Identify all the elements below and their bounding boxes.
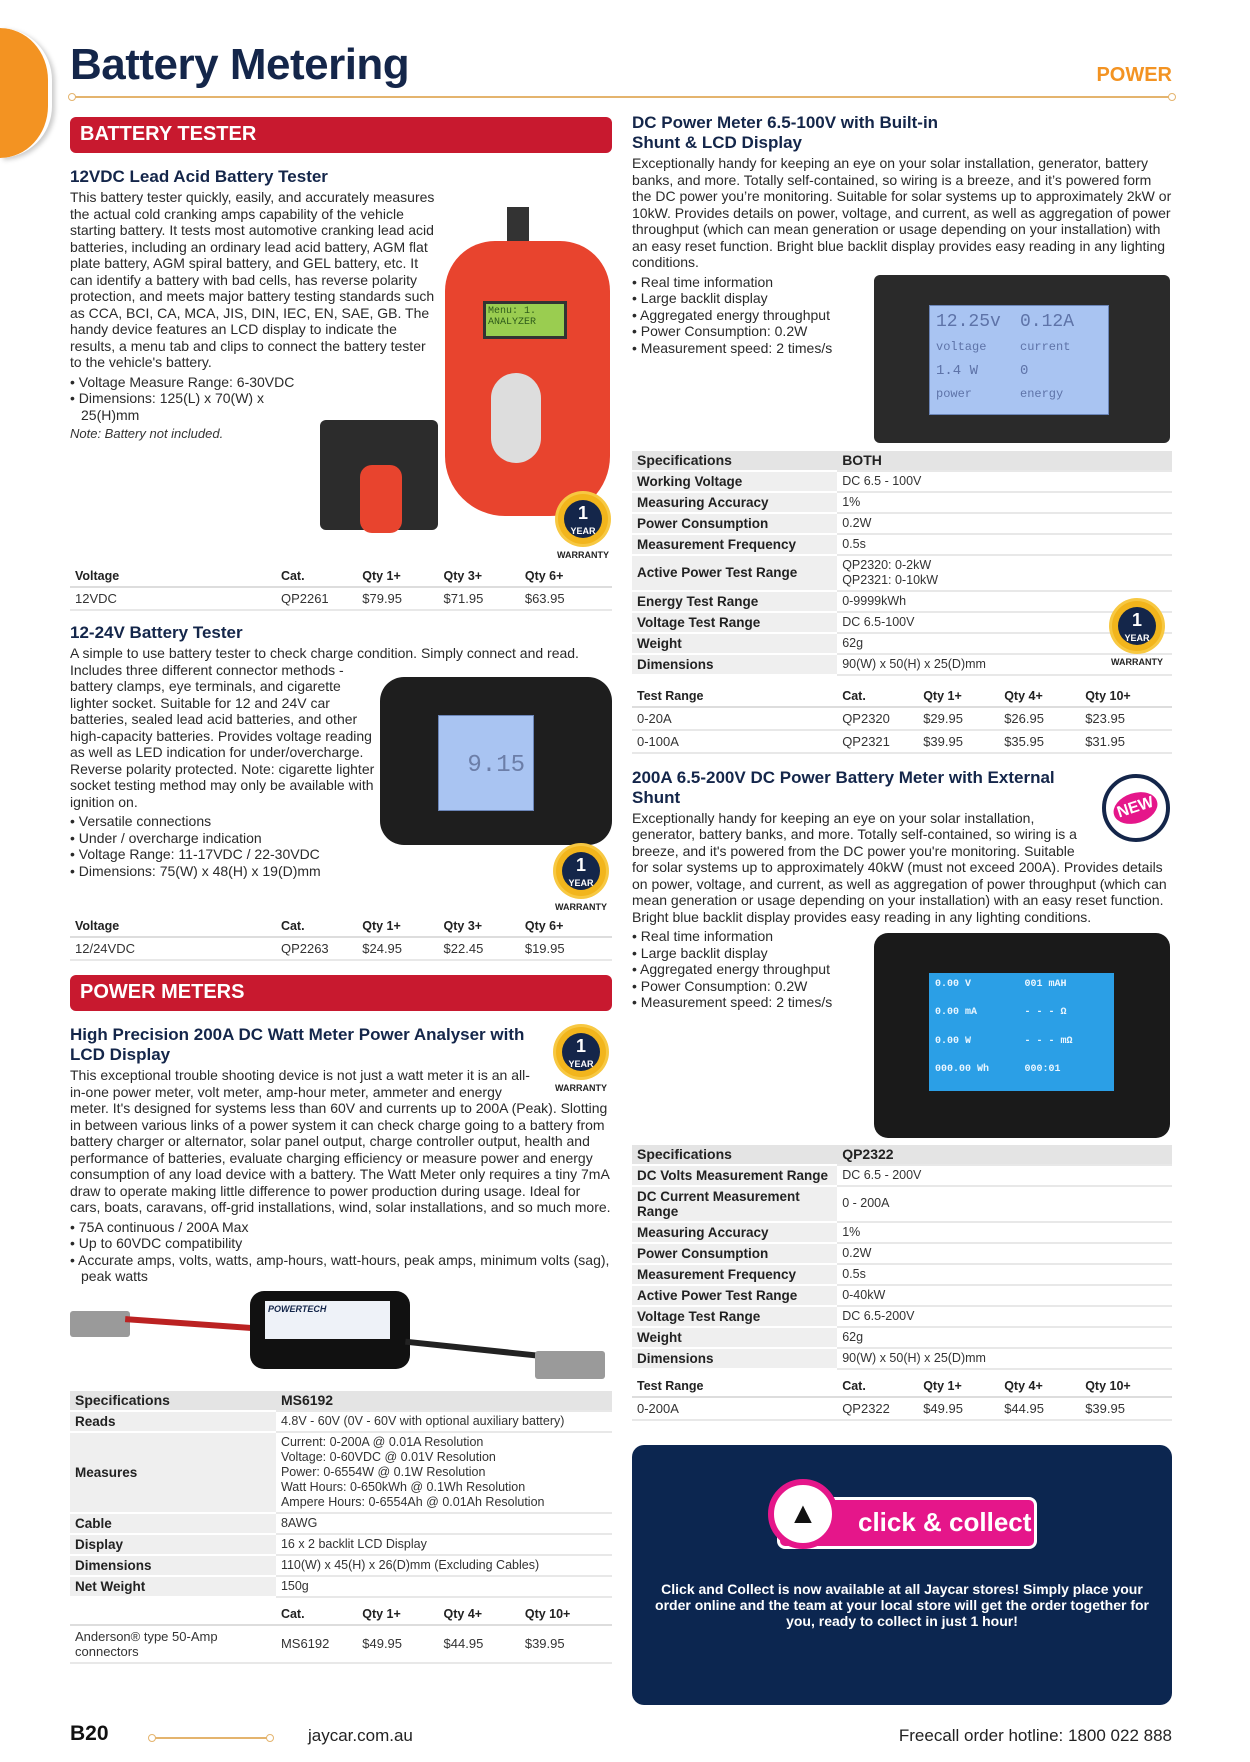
spec-value: 110(W) x 45(H) x 26(D)mm (Excluding Cables) <box>276 1555 612 1576</box>
price-cell: Qty 1+ <box>918 1376 999 1397</box>
feature-bullet: • Versatile connections <box>70 813 612 830</box>
spec-row <box>632 612 1172 633</box>
right-column <box>632 113 1172 1421</box>
small-tester-icon <box>360 465 402 533</box>
price-cell: 0-100A <box>632 730 837 753</box>
price-table-ms6192 <box>70 1604 612 1664</box>
spec-row <box>632 654 1172 675</box>
price-header-row <box>632 1376 1172 1397</box>
lcd-running-time: 000:01 <box>1024 1064 1061 1075</box>
spec-table <box>632 1145 1172 1370</box>
feature-bullet: • Accurate amps, volts, watts, amp-hours, watt-hours, peak amps, minimum volts (sag), peak watts <box>70 1252 612 1285</box>
battery-image <box>312 375 612 560</box>
category-label: POWER METERS <box>80 981 245 1003</box>
lcd-label: energy <box>1020 387 1064 401</box>
spec-value: 0.5s <box>837 534 1172 555</box>
warranty-label: WARRANTY <box>1108 657 1166 667</box>
price-table-qp2320 <box>632 686 1172 754</box>
spec-label: Measurement Frequency <box>632 534 837 555</box>
price-cell: Qty 3+ <box>439 566 520 587</box>
spec-label: Net Weight <box>70 1576 276 1597</box>
spec-label: Measuring Accuracy <box>632 492 837 513</box>
price-cell: Qty 1+ <box>357 916 438 937</box>
product-description: A simple to use battery tester to check charge condition. Simply connect and read. Includes three different connector methods - battery clamps, eye terminals, and cigarette lighter socket. Suitable for 12 and 24V car batteries, sealed lead acid batteries, and other high-capacity batteries. Provides voltage reading as well as LED indication for under/overcharge. Reverse polarity protected. Note: cigarette lighter socket testing method may only be available with ignition on. <box>70 645 579 810</box>
spec-row <box>632 471 1172 492</box>
tester-12-24v-image <box>376 677 612 912</box>
category-bar-battery-tester <box>70 117 612 153</box>
spec-value: 62g <box>837 1327 1172 1348</box>
spec-value: 0.5s <box>837 1264 1172 1285</box>
price-cell: Qty 6+ <box>520 916 612 937</box>
spec-value: Current: 0-200A @ 0.01A Resolution Voltage: 0-60VDC @ 0.01V Resolution Power: 0-6554W @ 0.1W Resolution Watt Hours: 0-650kWh @ 0.1Wh Resolution Ampere Hours: 0-6554Ah @ 0.01Ah Resolution <box>276 1432 612 1513</box>
feature-bullet: • Real time information <box>632 928 1172 945</box>
product-200a-battery-meter <box>632 768 1172 1143</box>
spec-value: 4.8V - 60V (0V - 60V with optional auxiliary battery) <box>276 1411 612 1432</box>
spec-value: 0 - 200A <box>837 1186 1172 1222</box>
spec-table-both <box>632 451 1172 676</box>
product-12-24v-tester <box>70 623 612 912</box>
price-cell: Cat. <box>837 686 918 707</box>
price-cell: $44.95 <box>439 1625 520 1663</box>
product-title: High Precision 200A DC Watt Meter Power Analyser with LCD Display <box>70 1025 525 1064</box>
price-cell: Qty 4+ <box>999 686 1080 707</box>
price-cell: $49.95 <box>357 1625 438 1663</box>
price-cell: $19.95 <box>520 937 612 960</box>
price-cell: $39.95 <box>520 1625 612 1663</box>
warranty-label: WARRANTY <box>554 550 612 560</box>
warranty-label: WARRANTY <box>552 902 610 912</box>
warranty-label: WARRANTY <box>552 1083 610 1093</box>
lcd-int-resistance: - - - mΩ <box>1024 1035 1073 1047</box>
lcd-voltage: 0.00 V <box>935 978 972 990</box>
feature-bullet: • Aggregated energy throughput <box>632 961 1172 978</box>
spec-label: DC Current Measurement Range <box>632 1186 837 1222</box>
warranty-year: YEAR <box>570 526 596 536</box>
spec-row <box>632 633 1172 654</box>
cable-icon <box>405 1338 545 1359</box>
tester-lcd <box>483 301 567 339</box>
spec-label: Weight <box>632 1327 837 1348</box>
price-header-row <box>70 916 612 937</box>
click-collect-text: Click and Collect is now available at all Jaycar stores! Simply place your order online and the team at your local store will get the order together for you, ready to collect in just 1 hour! <box>655 1581 1149 1629</box>
feature-bullet: • Measurement speed: 2 times/s <box>632 994 1172 1011</box>
spec-row <box>70 1411 612 1432</box>
spec-table <box>632 451 1172 676</box>
price-header-row <box>70 566 612 587</box>
click-and-collect-panel <box>632 1445 1172 1705</box>
feature-bullet: • Up to 60VDC compatibility <box>70 1235 612 1252</box>
spec-table <box>70 1391 612 1598</box>
lcd-line: Menu: 1. <box>488 306 537 317</box>
spec-value: 0.2W <box>837 1243 1172 1264</box>
product-description: Exceptionally handy for keeping an eye on your solar installation, generator, battery banks, and more. Totally self-contained, so wiring is a breeze, and it’s powered form the DC power you’re monitoring. Suitable for solar systems up to approximately 2kW or 10kW. Provides details on power, voltage, and current, as well as aggregation of power throughput (which can mean generation or usage depending on your installation) with an easy reset function. Bright blue backlit display provides easy reading in any lighting conditions. <box>632 155 1172 270</box>
spec-row <box>70 1555 612 1576</box>
spec-row <box>632 1165 1172 1186</box>
spec-value: 16 x 2 backlit LCD Display <box>276 1534 612 1555</box>
price-row <box>70 1625 612 1663</box>
spec-value: QP2320: 0-2kW QP2321: 0-10kW <box>837 555 1172 591</box>
spec-row <box>632 513 1172 534</box>
price-cell: Qty 10+ <box>1080 686 1172 707</box>
shopping-bag-cursor-icon: ▲ <box>768 1479 838 1549</box>
price-cell: QP2320 <box>837 707 918 730</box>
price-row <box>70 587 612 610</box>
price-cell: 0-20A <box>632 707 837 730</box>
meter-body <box>874 933 1170 1138</box>
spec-label: Measures <box>70 1432 276 1513</box>
spec-value: 90(W) x 50(H) x 25(D)mm <box>837 1348 1172 1369</box>
price-cell: $24.95 <box>357 937 438 960</box>
price-cell: 12/24VDC <box>70 937 276 960</box>
spec-value: 0-9999kWh <box>837 591 1172 612</box>
header-divider <box>72 96 1172 98</box>
section-label: POWER <box>1096 64 1172 86</box>
warranty-year: YEAR <box>568 878 594 888</box>
price-cell: Qty 1+ <box>357 566 438 587</box>
lcd-label: voltage <box>936 340 987 354</box>
spec-row <box>632 492 1172 513</box>
spec-label: Reads <box>70 1411 276 1432</box>
tester-12-24v-body <box>380 677 612 845</box>
price-cell <box>70 1604 276 1625</box>
price-row <box>632 707 1172 730</box>
website-link[interactable]: jaycar.com.au <box>308 1726 413 1745</box>
lcd-current: 0.00 mA <box>935 1007 978 1018</box>
price-cell: $39.95 <box>918 730 999 753</box>
product-watt-meter <box>70 1025 612 1285</box>
warranty-badge <box>552 1027 610 1093</box>
product-title: DC Power Meter 6.5-100V with Built-in Shunt & LCD Display <box>632 113 939 152</box>
price-cell: Qty 1+ <box>918 686 999 707</box>
spec-value: BOTH <box>837 451 1172 471</box>
price-cell: Qty 6+ <box>520 566 612 587</box>
price-cell: Cat. <box>276 1604 357 1625</box>
meter-lcd <box>929 973 1114 1091</box>
spec-label: Specifications <box>70 1391 276 1411</box>
warranty-badge <box>554 494 612 560</box>
spec-row <box>632 1348 1172 1369</box>
spec-value: DC 6.5 - 200V <box>837 1165 1172 1186</box>
note: Note: Battery not included. <box>70 426 224 441</box>
spec-value: 90(W) x 50(H) x 25(D)mm <box>837 654 1172 675</box>
spec-label: Specifications <box>632 451 837 471</box>
feature-bullet: • Voltage Measure Range: 6-30VDC <box>70 374 612 391</box>
price-cell: QP2321 <box>837 730 918 753</box>
spec-value: 1% <box>837 1222 1172 1243</box>
click-collect-logo-text: click & collect <box>858 1507 1032 1537</box>
feature-bullet: • Aggregated energy throughput <box>632 307 1172 324</box>
page-title: Battery Metering <box>70 40 410 89</box>
spec-label: Cable <box>70 1513 276 1534</box>
price-table-qp2322 <box>632 1376 1172 1421</box>
warranty-number: 1 <box>575 1036 586 1056</box>
price-cell: 12VDC <box>70 587 276 610</box>
lcd-label: power <box>936 387 973 401</box>
spec-label: Specifications <box>632 1145 837 1165</box>
tester-lcd: 9.15 <box>438 715 534 811</box>
price-cell: QP2263 <box>276 937 357 960</box>
product-description: Exceptionally handy for keeping an eye on your solar installation, generator, battery banks, and more. Totally self-contained, so wiring is a breeze, and it's powered from the DC power you're monitoring. Suitable for solar systems up to approximately 40kW (must not exceed 200A). Provides details on power, voltage, and current, as well as aggregation of power throughput (which can mean generation or usage depending on your installation) with an easy reset function. Bright blue backlit display provides easy reading in any lighting conditions. <box>632 809 1167 925</box>
spec-row <box>632 555 1172 591</box>
lcd-ext-resistance: - - - Ω <box>1024 1007 1067 1018</box>
product-description: This battery tester quickly, easily, and accurately measures the actual cold cranking amps capability of the vehicle starting battery. It tests most automotive cranking lead acid batteries, including an ordinary lead acid battery, AGM flat plate battery, AGM spiral battery, and GEL battery, etc. It can identify a battery with bad cells, has reverse polarity protection, and meets major battery testing standards such as CCA, BCI, CA, MCA, JIS, DIN, IEC, EN, SAE, GB. The handy device features an LCD display to indicate the results, a menu tab and clips to connect the battery tester to the vehicle's battery. <box>70 189 435 370</box>
price-cell: $22.45 <box>439 937 520 960</box>
price-cell: Qty 10+ <box>520 1604 612 1625</box>
spec-value: 1% <box>837 492 1172 513</box>
price-cell: Voltage <box>70 916 276 937</box>
price-table <box>70 916 612 961</box>
price-cell: $39.95 <box>1080 1397 1172 1420</box>
spec-row <box>632 1264 1172 1285</box>
warranty-number: 1 <box>577 503 588 523</box>
price-cell: 0-200A <box>632 1397 837 1420</box>
spec-value: DC 6.5 - 100V <box>837 471 1172 492</box>
price-cell: $29.95 <box>918 707 999 730</box>
price-cell: Qty 3+ <box>439 916 520 937</box>
spec-label: Dimensions <box>632 654 837 675</box>
spec-value: MS6192 <box>276 1391 612 1411</box>
spec-header-row <box>632 451 1172 471</box>
price-row <box>70 937 612 960</box>
left-column <box>70 117 612 1664</box>
spec-row <box>632 591 1172 612</box>
brand-label: POWERTECH <box>265 1301 390 1339</box>
price-cell: Qty 4+ <box>439 1604 520 1625</box>
price-cell: Cat. <box>276 916 357 937</box>
battery-meter-200a-image <box>872 928 1172 1143</box>
feature-bullet: • Power Consumption: 0.2W <box>632 978 1172 995</box>
warranty-badge <box>552 846 610 912</box>
price-cell: $71.95 <box>439 587 520 610</box>
price-cell: $26.95 <box>999 707 1080 730</box>
spec-label: Measurement Frequency <box>632 1264 837 1285</box>
product-dc-power-meter-100v <box>632 113 1172 449</box>
new-label: NEW <box>1110 786 1162 829</box>
spec-label: Energy Test Range <box>632 591 837 612</box>
spec-row <box>632 1306 1172 1327</box>
feature-bullet: • Large backlit display <box>632 945 1172 962</box>
watt-meter-image <box>70 1291 612 1391</box>
spec-row <box>70 1534 612 1555</box>
spec-label: Weight <box>632 633 837 654</box>
price-table <box>70 566 612 611</box>
spec-row <box>632 1222 1172 1243</box>
price-table <box>632 1376 1172 1421</box>
warranty-badge-wrap <box>542 1025 612 1099</box>
price-cell: $79.95 <box>357 587 438 610</box>
spec-row <box>70 1513 612 1534</box>
price-cell: Anderson® type 50-Amp connectors <box>70 1625 276 1663</box>
price-row <box>632 1397 1172 1420</box>
price-cell: Cat. <box>276 566 357 587</box>
spec-label: Power Consumption <box>632 513 837 534</box>
feature-bullet: • 75A continuous / 200A Max <box>70 1219 612 1236</box>
price-cell: QP2261 <box>276 587 357 610</box>
lcd-energy: 000.00 Wh <box>935 1064 990 1075</box>
hotline: Freecall order hotline: 1800 022 888 <box>898 1726 1172 1745</box>
warranty-year: YEAR <box>568 1059 594 1069</box>
feature-bullet: • Power Consumption: 0.2W <box>632 323 1172 340</box>
lcd-voltage: 12.25v <box>936 311 1001 332</box>
new-badge-wrap <box>1094 768 1172 848</box>
price-cell: Cat. <box>837 1376 918 1397</box>
price-cell: Qty 4+ <box>999 1376 1080 1397</box>
price-row <box>632 730 1172 753</box>
price-cell: $35.95 <box>999 730 1080 753</box>
price-cell: $23.95 <box>1080 707 1172 730</box>
anderson-connector-icon <box>535 1351 605 1379</box>
lcd-line: ANALYZER <box>488 317 537 328</box>
feature-bullet: • Voltage Range: 11-17VDC / 22-30VDC <box>70 846 612 863</box>
spec-value: 150g <box>276 1576 612 1597</box>
spec-value: 0.2W <box>837 513 1172 534</box>
spec-value: 0-40kW <box>837 1285 1172 1306</box>
category-bar-power-meters <box>70 975 612 1011</box>
spec-value: 8AWG <box>276 1513 612 1534</box>
feature-bullet: • Real time information <box>632 274 1172 291</box>
spec-value: DC 6.5-100V <box>837 612 1172 633</box>
meter-lcd <box>929 305 1109 415</box>
price-cell: Qty 1+ <box>357 1604 438 1625</box>
feature-bullet: • Under / overcharge indication <box>70 830 612 847</box>
spec-label: Working Voltage <box>632 471 837 492</box>
lcd-capacity: 001 mAH <box>1024 978 1067 990</box>
product-title: 200A 6.5-200V DC Power Battery Meter with External Shunt <box>632 767 1055 807</box>
price-cell: $31.95 <box>1080 730 1172 753</box>
spec-table-both-wrap <box>632 451 1172 676</box>
spec-value: 62g <box>837 633 1172 654</box>
dc-meter-100v-image <box>872 271 1172 449</box>
price-cell: Voltage <box>70 566 276 587</box>
meter-body <box>874 275 1170 443</box>
feature-bullet: • Large backlit display <box>632 290 1172 307</box>
spec-label: Power Consumption <box>632 1243 837 1264</box>
feature-list <box>70 1219 612 1285</box>
lcd-current: 0.12A <box>1020 311 1075 332</box>
product-description: This exceptional trouble shooting device is not just a watt meter it is an all-in-one power meter, volt meter, amp-hour meter, ammeter and energy meter. It's designed for systems less than 60V and currents up to 200A (Peak). Slotting in between various links of a power system it can check charge going to a battery from battery charger or alternator, solar panel output, charge controller output, health and performance of batteries, evaluate charging efficiency or measure power and energy consumption of any load device with a battery. The Watt Meter only requires a tiny 7mA draw to operate making little difference to power production during usage. Ideal for cars, boats, caravans, off-grid installations, wind, solar installations, and so much more. <box>70 1067 611 1215</box>
spec-label: Active Power Test Range <box>632 555 837 591</box>
spec-label: Voltage Test Range <box>632 1306 837 1327</box>
warranty-badge <box>1108 601 1166 667</box>
spec-row <box>70 1432 612 1513</box>
price-cell: Qty 10+ <box>1080 1376 1172 1397</box>
feature-bullet: • Dimensions: 125(L) x 70(W) x 25(H)mm <box>70 390 612 423</box>
product-title: 12VDC Lead Acid Battery Tester <box>70 167 328 186</box>
price-cell: $49.95 <box>918 1397 999 1420</box>
price-cell: $44.95 <box>999 1397 1080 1420</box>
spec-label: Display <box>70 1534 276 1555</box>
spec-table-ms6192 <box>70 1391 612 1598</box>
price-header-row <box>632 686 1172 707</box>
anderson-connector-icon <box>70 1311 130 1337</box>
product-12vdc-tester <box>70 167 612 560</box>
spec-row <box>632 1327 1172 1348</box>
new-badge <box>1102 774 1170 842</box>
spec-header-row <box>70 1391 612 1411</box>
lcd-energy: 0 <box>1020 362 1029 379</box>
lcd-label: current <box>1020 340 1071 354</box>
price-cell: QP2322 <box>837 1397 918 1420</box>
lcd-power: 1.4 W <box>936 362 979 379</box>
price-cell: Test Range <box>632 1376 837 1397</box>
spec-label: Dimensions <box>632 1348 837 1369</box>
spec-row <box>632 1186 1172 1222</box>
feature-bullet: • Measurement speed: 2 times/s <box>632 340 1172 357</box>
footer-divider <box>152 1737 270 1739</box>
cable-icon <box>125 1316 265 1332</box>
price-header-row <box>70 1604 612 1625</box>
spec-row <box>632 1243 1172 1264</box>
spec-label: Voltage Test Range <box>632 612 837 633</box>
price-table-qp2261 <box>70 566 612 611</box>
page-number: B20 <box>70 1722 109 1745</box>
price-cell: $63.95 <box>520 587 612 610</box>
product-title: 12-24V Battery Tester <box>70 623 243 642</box>
warranty-year: YEAR <box>1124 632 1150 643</box>
spec-label: Dimensions <box>70 1555 276 1576</box>
price-cell: MS6192 <box>276 1625 357 1663</box>
price-table <box>70 1604 612 1664</box>
warranty-number: 1 <box>575 855 586 875</box>
section-tab-marker <box>0 28 52 158</box>
spec-row <box>632 1285 1172 1306</box>
spec-value: QP2322 <box>837 1145 1172 1165</box>
spec-row <box>632 534 1172 555</box>
price-table-qp2263 <box>70 916 612 961</box>
spec-label: DC Volts Measurement Range <box>632 1165 837 1186</box>
warranty-number: 1 <box>1131 609 1142 630</box>
spec-label: Active Power Test Range <box>632 1285 837 1306</box>
spec-row <box>70 1576 612 1597</box>
spec-value: DC 6.5-200V <box>837 1306 1172 1327</box>
category-label: BATTERY TESTER <box>80 123 257 145</box>
spec-table-qp2322 <box>632 1145 1172 1370</box>
spec-label: Measuring Accuracy <box>632 1222 837 1243</box>
connector-icon <box>507 207 529 243</box>
price-cell: Test Range <box>632 686 837 707</box>
battery-tester-image <box>437 205 612 375</box>
spec-header-row <box>632 1145 1172 1165</box>
feature-bullet: • Dimensions: 75(W) x 48(H) x 19(D)mm <box>70 863 612 880</box>
lcd-power: 0.00 W <box>935 1035 972 1047</box>
price-table <box>632 686 1172 754</box>
